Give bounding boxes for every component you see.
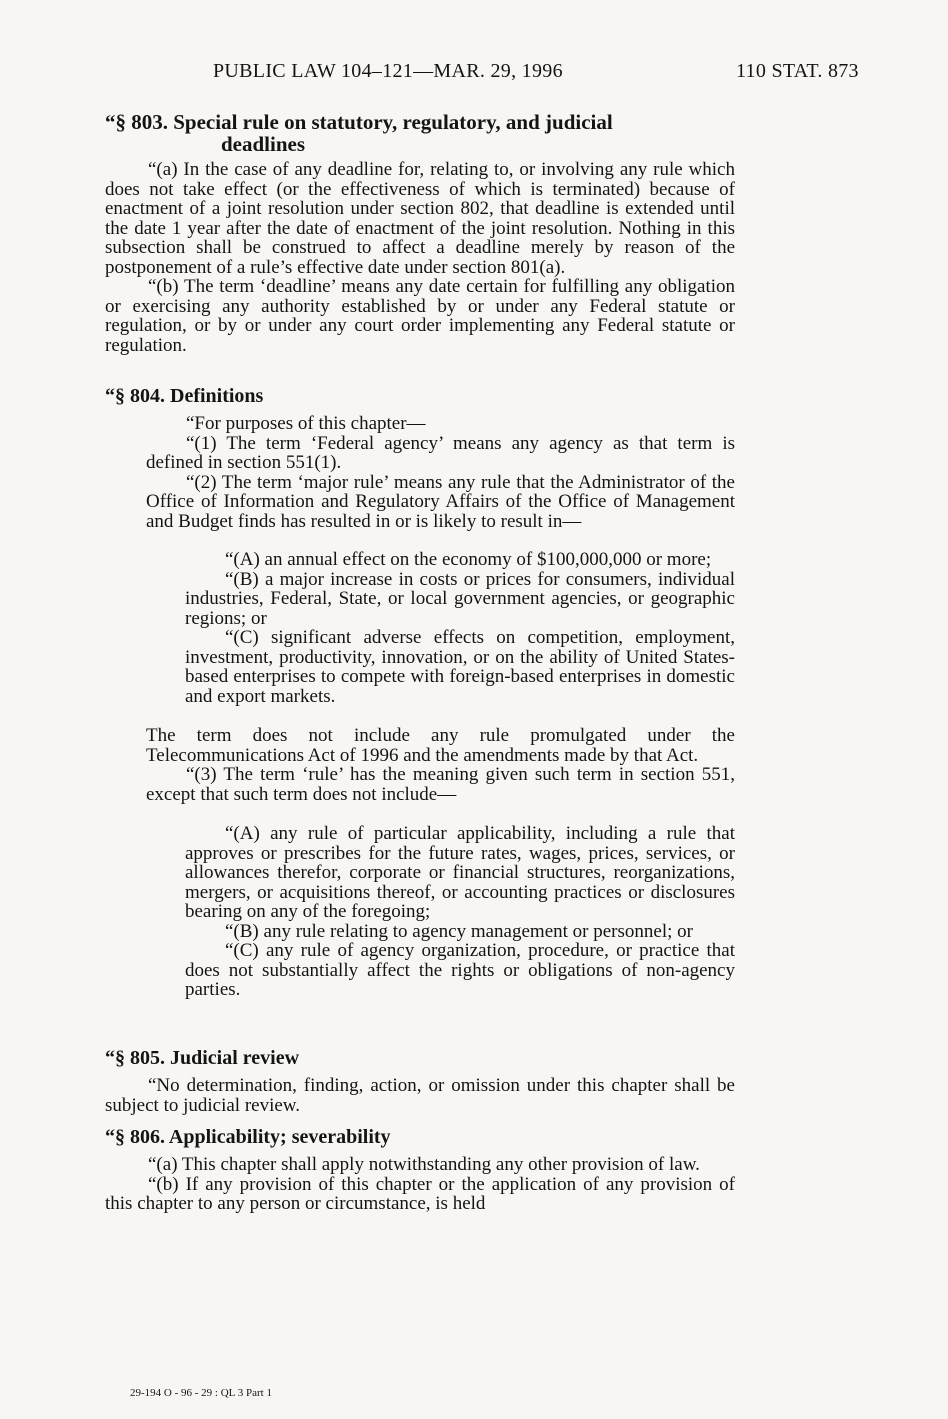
section-804-para-3C: “(C) any rule of agency organization, procedure, or practice that does not substantially affect the rights or obligations of non-agency parties. [185, 940, 735, 1000]
section-805-text: “No determination, finding, action, or omission under this chapter shall be subject to judicial review. [105, 1075, 735, 1116]
section-806-body [105, 1155, 735, 1214]
section-804-para-2-tail: The term does not include any rule promulgated under the Telecommunications Act of 1996 and the amendments made by that Act. [146, 725, 735, 766]
section-804-para-3-subs [185, 824, 735, 1000]
section-803-heading-line2: deadlines [221, 132, 306, 156]
section-803-para-b: “(b) The term ‘deadline’ means any date certain for fulfilling any obligation or exercising any authority established by or under any Federal statute or regulation, or by or under any court order implementing any Federal statute or regulation. [105, 276, 735, 356]
section-803-body [105, 160, 735, 355]
page-header [0, 60, 948, 90]
section-804-body [146, 414, 735, 531]
section-804-intro: “For purposes of this chapter— [186, 413, 426, 434]
section-803-heading-line1: “§ 803. Special rule on statutory, regulatory, and judicial [105, 110, 613, 134]
section-804-para-2A: “(A) an annual effect on the economy of $100,000,000 or more; [225, 549, 712, 570]
section-804-para-2-tail-block [146, 726, 735, 804]
section-805-body [105, 1076, 735, 1115]
section-803-para-a: “(a) In the case of any deadline for, relating to, or involving any rule which does not take effect (or the effectiveness of which is terminated) because of enactment of a joint resolution under section 802, that deadline is extended until the date 1 year after the date of enactment of the joint resolution. Nothing in this subsection shall be construed to affect a deadline merely by reason of the postponement of a rule’s effective date under section 801(a). [105, 159, 735, 278]
statute-page-number: 110 STAT. 873 [736, 60, 859, 82]
section-806-heading: “§ 806. Applicability; severability [105, 1126, 391, 1148]
section-804-para-2B: “(B) a major increase in costs or prices for consumers, individual industries, Federal, State, or local government agencies, or geographic regions; or [185, 568, 735, 629]
running-title: PUBLIC LAW 104–121—MAR. 29, 1996 [213, 60, 563, 82]
section-803-heading [105, 111, 745, 155]
section-805-heading: “§ 805. Judicial review [105, 1047, 300, 1069]
print-code-footer: 29-194 O - 96 - 29 : QL 3 Part 1 [130, 1387, 272, 1399]
section-804-para-2: “(2) The term ‘major rule’ means any rule that the Administrator of the Office of Information and Regulatory Affairs of the Office of Management and Budget finds has resulted in or is likely to result in— [146, 471, 735, 532]
section-804-para-3: “(3) The term ‘rule’ has the meaning given such term in section 551, except that such term does not include— [146, 764, 735, 805]
section-804-para-2-subs [185, 550, 735, 706]
section-804-para-1: “(1) The term ‘Federal agency’ means any agency as that term is defined in section 551(1). [146, 432, 735, 473]
section-804-para-2C: “(C) significant adverse effects on competition, employment, investment, productivity, innovation, or on the ability of United States-based enterprises to compete with foreign-based enterprises in domestic and export markets. [185, 627, 735, 707]
section-804-para-3B: “(B) any rule relating to agency management or personnel; or [225, 920, 693, 942]
section-806-para-a: “(a) This chapter shall apply notwithstanding any other provision of law. [148, 1154, 700, 1175]
section-804-para-3A: “(A) any rule of particular applicability, including a rule that approves or prescribes for the future rates, wages, prices, services, or allowances therefor, corporate or financial structures, reorganizations, mergers, or acquisitions thereof, or accounting practices or disclosures bearing on any of the foregoing; [185, 823, 735, 922]
section-806-para-b: “(b) If any provision of this chapter or the application of any provision of this chapter to any person or circumstance, is held [105, 1173, 735, 1214]
section-804-heading: “§ 804. Definitions [105, 385, 264, 407]
